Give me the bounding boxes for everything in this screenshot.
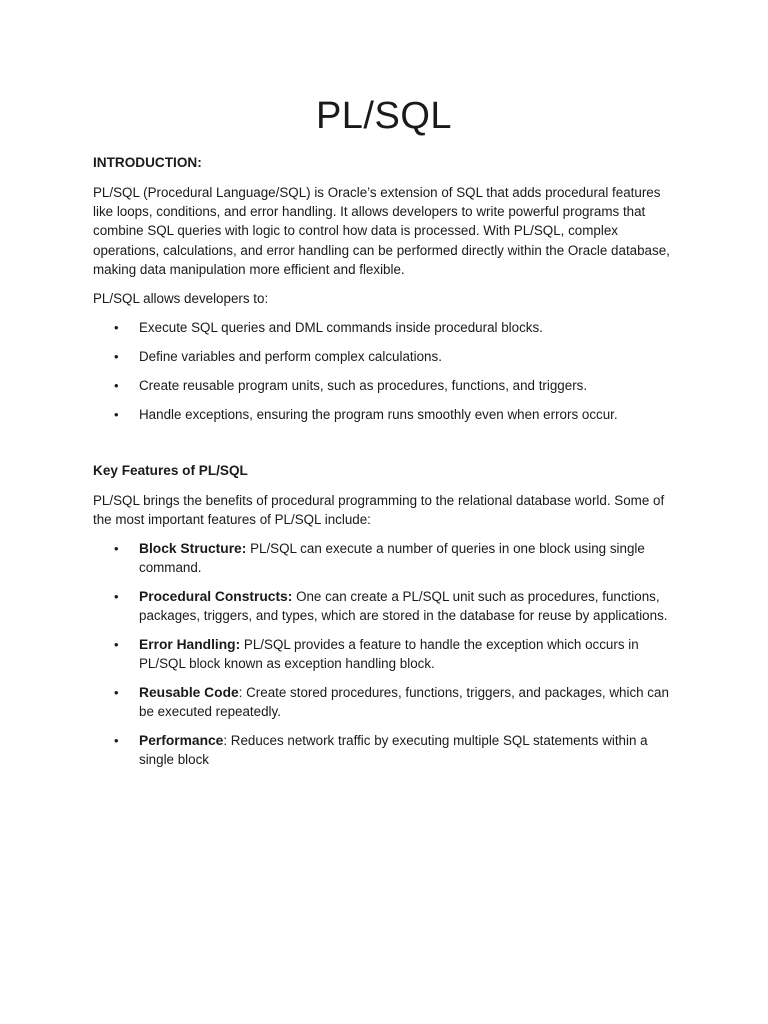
list-item xyxy=(93,347,678,366)
bullet-icon: • xyxy=(114,685,119,701)
bullet-icon: • xyxy=(114,406,119,422)
bullet-icon: • xyxy=(114,733,119,749)
features-paragraph: PL/SQL brings the benefits of procedural programming to the relational database world. Some of the most important features of PL/SQL include: xyxy=(93,492,665,528)
feature-term: Procedural Constructs: xyxy=(139,589,293,605)
list-item-text: Define variables and perform complex calculations. xyxy=(139,349,442,365)
list-item xyxy=(93,376,678,395)
list-item-text: Create reusable program units, such as procedures, functions, and triggers. xyxy=(139,377,588,393)
bullet-icon: • xyxy=(114,320,119,336)
feature-text: : Reduces network traffic by executing multiple SQL statements within a single block xyxy=(139,733,648,768)
feature-term: Block Structure: xyxy=(139,541,247,557)
bullet-icon: • xyxy=(114,377,119,393)
bullet-icon: • xyxy=(114,637,119,653)
list-item-text: Execute SQL queries and DML commands inside procedural blocks. xyxy=(139,320,543,336)
bullet-icon: • xyxy=(114,541,119,557)
list-item xyxy=(93,635,678,673)
bullet-icon: • xyxy=(114,589,119,605)
feature-text: PL/SQL provides a feature to handle the exception which occurs in PL/SQL block known as exception handling block. xyxy=(139,637,639,672)
list-item xyxy=(93,539,678,577)
list-item-text: Handle exceptions, ensuring the program runs smoothly even when errors occur. xyxy=(139,406,618,422)
intro-paragraph: PL/SQL (Procedural Language/SQL) is Oracle’s extension of SQL that adds procedural features like loops, conditions, and error handling. It allows developers to write powerful programs that combine SQL queries with logic to control how data is processed. With PL/SQL, complex operations, calculations, and error handling can be performed directly within the Oracle database, making data manipulation more efficient and flexible. xyxy=(93,185,670,277)
feature-term: Reusable Code xyxy=(139,685,239,701)
feature-text: PL/SQL can execute a number of queries in one block using single command. xyxy=(139,541,645,576)
intro-bullet-list xyxy=(93,318,678,424)
features-heading: Key Features of PL/SQL xyxy=(93,462,248,478)
intro-heading: INTRODUCTION: xyxy=(93,155,202,170)
bullet-icon: • xyxy=(114,349,119,365)
list-item xyxy=(93,731,678,769)
list-item xyxy=(93,683,678,721)
list-item xyxy=(93,405,678,424)
page-title: PL/SQL xyxy=(315,95,453,137)
intro-lead: PL/SQL allows developers to: xyxy=(93,291,269,307)
feature-text: : Create stored procedures, functions, triggers, and packages, which can be executed repeatedly. xyxy=(139,685,669,720)
list-item xyxy=(93,318,678,337)
feature-text: One can create a PL/SQL unit such as procedures, functions, packages, triggers, and types, which are stored in the database for reuse by applications. xyxy=(139,589,668,624)
list-item xyxy=(93,587,678,625)
document-body xyxy=(93,153,678,770)
features-bullet-list xyxy=(93,539,678,769)
feature-term: Performance xyxy=(139,733,224,749)
feature-term: Error Handling: xyxy=(139,637,241,653)
